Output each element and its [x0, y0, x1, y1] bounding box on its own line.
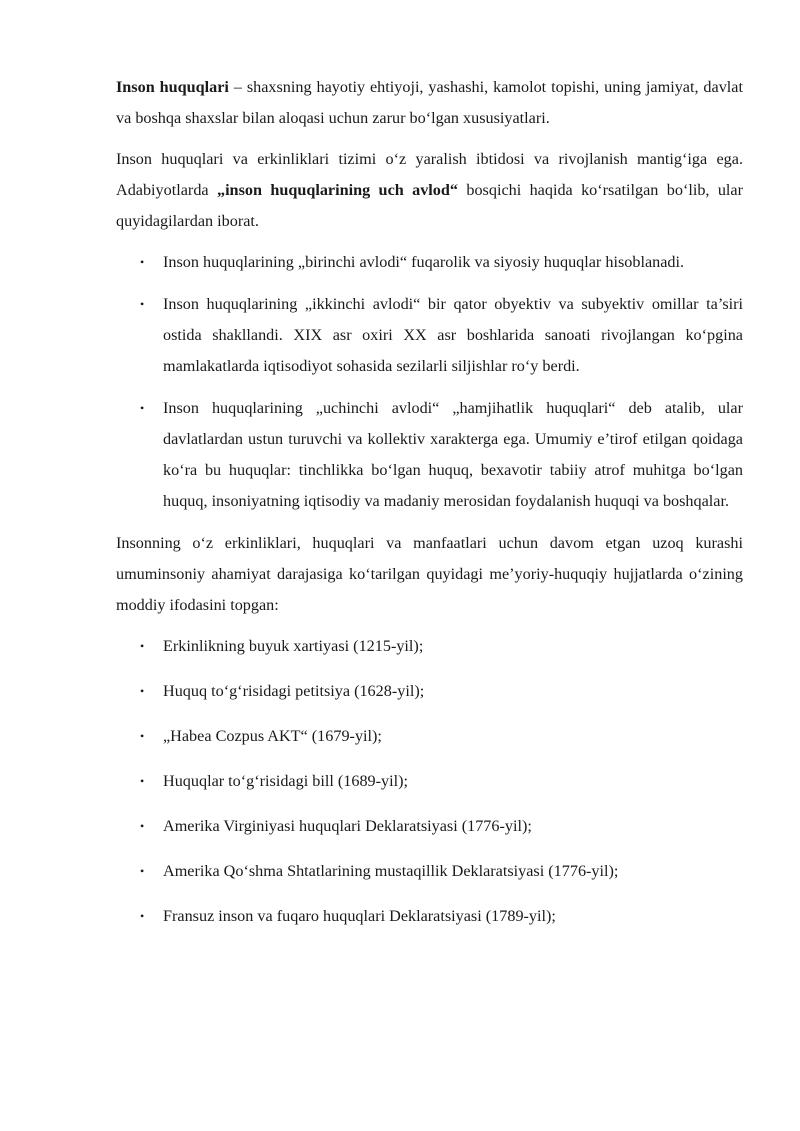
list-item: [116, 766, 743, 797]
list-item-text: Fransuz inson va fuqaro huquqlari Deklaratsiyasi (1789-yil);: [163, 907, 556, 925]
list-item: [116, 676, 743, 707]
intro-definition: – shaxsning hayotiy ehtiyoji, yashashi, kamolot topishi, uning jamiyat, davlat va boshqa shaxslar bilan aloqasi uchun zarur bo‘lgan xususiyatlari.: [116, 78, 743, 127]
documents-list: [116, 631, 743, 932]
list-item-text: Huquq to‘g‘risidagi petitsiya (1628-yil);: [163, 682, 425, 700]
bullet-icon: •: [140, 729, 145, 743]
bullet-icon: •: [140, 639, 145, 653]
generations-intro-paragraph: [116, 144, 743, 237]
bullet-icon: •: [140, 401, 145, 415]
list-item: [116, 721, 743, 752]
bullet-icon: •: [140, 864, 145, 878]
list-item: [116, 811, 743, 842]
generations-intro-bold: „inson huquqlarining uch avlod“: [216, 181, 458, 199]
bullet-icon: •: [140, 297, 145, 311]
intro-paragraph: [116, 72, 743, 134]
list-item: [116, 856, 743, 887]
document-page: [116, 72, 743, 946]
list-item-text: „Habea Cozpus AKT“ (1679-yil);: [163, 727, 382, 745]
bullet-icon: •: [140, 819, 145, 833]
bullet-icon: •: [140, 684, 145, 698]
list-item: [116, 631, 743, 662]
list-item-text: Huquqlar to‘g‘risidagi bill (1689-yil);: [163, 772, 409, 790]
list-item: [116, 393, 743, 517]
list-item-text: Erkinlikning buyuk xartiyasi (1215-yil);: [163, 637, 424, 655]
generations-intro-tail: bosqichi haqida ko‘rsatilgan bo‘lib, ular quyidagilardan iborat.: [116, 181, 743, 230]
bullet-icon: •: [140, 909, 145, 923]
generations-intro-text: Inson huquqlari va erkinliklari tizimi o‘z yaralish ibtidosi va rivojlanish mantig‘iga ega. Adabiyotlarda: [116, 150, 743, 199]
list-item-text: Amerika Virginiyasi huquqlari Deklaratsiyasi (1776-yil);: [163, 817, 532, 835]
documents-intro-paragraph: Insonning o‘z erkinliklari, huquqlari va manfaatlari uchun davom etgan uzoq kurashi umuminsoniy ahamiyat darajasiga ko‘tarilgan quyidagi me’yoriy-huquqiy hujjatlarda o‘zining moddiy ifodasini topgan:: [116, 534, 743, 614]
bullet-icon: •: [140, 774, 145, 788]
list-item: [116, 289, 743, 382]
list-item-text: Inson huquqlarining „uchinchi avlodi“ „hamjihatlik huquqlari“ deb atalib, ular davlatlardan ustun turuvchi va kollektiv xarakterga ega. Umumiy e’tirof etilgan qoidaga ko‘ra bu huquqlar: tinchlikka bo‘lgan huquq, bexavotir tabiiy atrof muhitga bo‘lgan huquq, insoniyatning iqtisodiy va madaniy merosidan foydalanish huquqi va boshqalar.: [163, 399, 743, 510]
list-item-text: Amerika Qo‘shma Shtatlarining mustaqillik Deklaratsiyasi (1776-yil);: [163, 862, 619, 880]
list-item-text: Inson huquqlarining „ikkinchi avlodi“ bir qator obyektiv va subyektiv omillar ta’siri ostida shakllandi. XIX asr oxiri XX asr boshlarida sanoati rivojlangan ko‘pgina mamlakatlarda iqtisodiyot sohasida sezilarli siljishlar ro‘y berdi.: [163, 295, 743, 375]
list-item: [116, 247, 743, 278]
bullet-icon: •: [140, 255, 145, 269]
list-item-text: Inson huquqlarining „birinchi avlodi“ fuqarolik va siyosiy huquqlar hisoblanadi.: [163, 253, 685, 271]
generations-list: [116, 247, 743, 517]
list-item: [116, 901, 743, 932]
intro-term: Inson huquqlari: [116, 78, 229, 96]
